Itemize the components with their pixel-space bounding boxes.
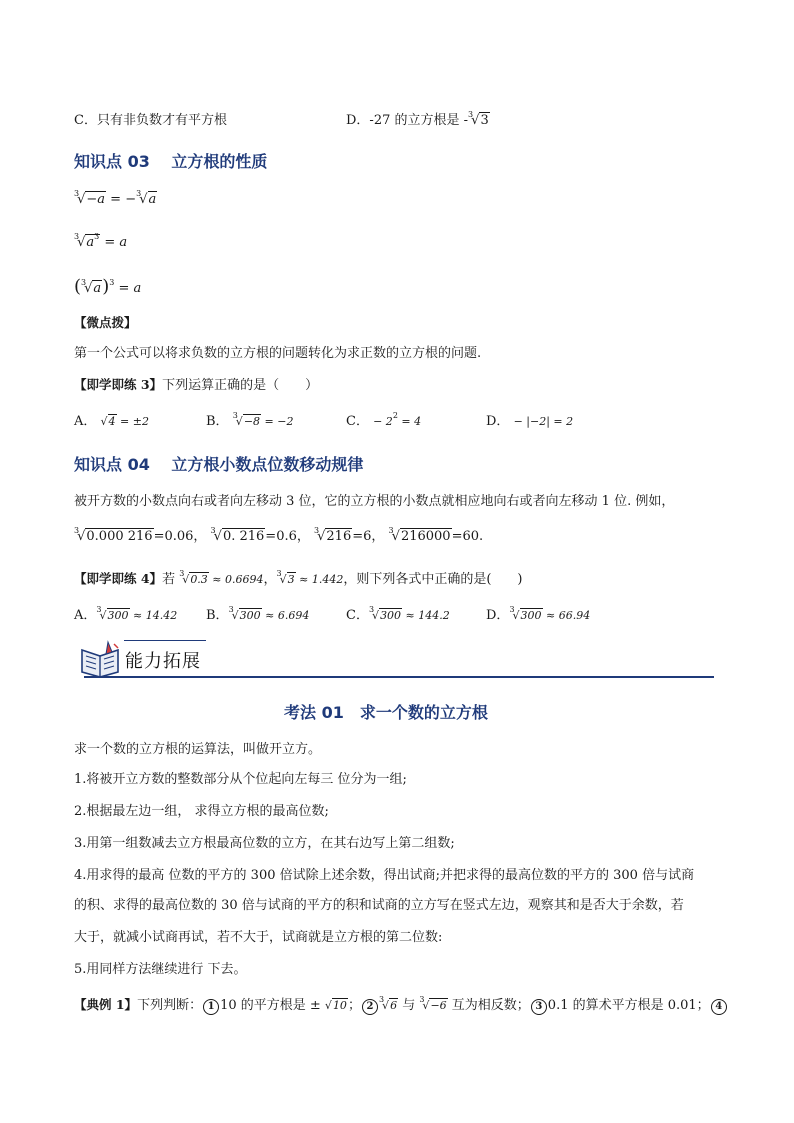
tip-label: 【微点拨】 — [74, 315, 137, 330]
method-step: 1.将被开立方数的整数部分从个位起向左每三 位分为一组; — [74, 772, 407, 787]
circled-number: 2 — [362, 999, 378, 1015]
formula-3: $(^3√a)^3 = a$ — [74, 276, 142, 297]
banner-rule — [84, 676, 714, 678]
option-c-text: C．只有非负数才有平方根 — [74, 113, 227, 128]
practice-4-option-b: B．$^3$√300 ≈ 6.694 — [206, 605, 310, 623]
section-04-title: 知识点 04 立方根小数点位数移动规律 — [74, 455, 364, 474]
example-root: $^3$√216000 — [388, 526, 451, 544]
section-04-rule: 被开方数的小数点向右或者向左移动 3 位，它的立方根的小数点就相应地向右或者向左移动 1 位. 例如， — [74, 494, 675, 509]
banner-title: 能力拓展 — [125, 651, 201, 672]
method-01-title: 考法 01 求一个数的立方根 — [284, 703, 488, 722]
section-03-title: 知识点 03 立方根的性质 — [74, 152, 268, 171]
example-1: 【典例 1】下列判断： 1 10 的平方根是 ± √10； $2^3√6$ 与 $^3$√−6 互为相反数； 3 0.1 的算术平方根是 0.01； 4 — [74, 994, 728, 1015]
practice-4-label: 【即学即练 4】 — [74, 571, 163, 586]
example-root: $^3$√0. 216 — [210, 526, 265, 544]
practice-3-label: 【即学即练 3】 — [74, 377, 163, 392]
method-step: 4.用求得的最高 位数的平方的 300 倍试除上述余数，得出试商;并把求得的最高位数的平方的 300 倍与试商 — [74, 868, 695, 883]
method-step: 的积、求得的最高位数的 30 倍与试商的平方的积和试商的立方写在竖式左边，观察其和是否大于余数，若 — [74, 898, 684, 913]
circled-number: 4 — [711, 999, 727, 1015]
tip-text: 第一个公式可以将求负数的立方根的问题转化为求正数的立方根的问题. — [74, 346, 482, 361]
example-root: $^3$√216 — [314, 526, 352, 544]
section-04-examples: $^3$√0.000 216=0.06， $^3$√0. 216=0.6， $^3$√216=6， $^3$√216000=60. — [74, 526, 484, 544]
practice-4-option-d: D．$^3$√300 ≈ 66.94 — [486, 605, 591, 623]
practice-3 — [74, 374, 318, 393]
practice-3-option-a: A． √4 = ±2 — [74, 414, 149, 429]
method-step: 5.用同样方法继续进行 下去。 — [74, 962, 247, 977]
practice-4: 【即学即练 4】若 $^3$√0.3 ≈ 0.6694，$^3$√3 ≈ 1.442，则下列各式中正确的是( ) — [74, 569, 523, 587]
method-intro: 求一个数的立方根的运算法，叫做开立方。 — [74, 742, 322, 757]
option-d-text: D．-27 的立方根是 — [346, 113, 460, 128]
formula-2: $^3√a^3 = a$ — [74, 232, 128, 250]
option-d-minus: - — [463, 113, 469, 128]
practice-3-option-c: C． − $2^2 = 4$ — [346, 411, 422, 429]
cube-root-3: $^3$√3 — [468, 110, 489, 128]
option-d-line — [346, 109, 490, 128]
practice-4-option-a: A．$^3$√300 ≈ 14.42 — [74, 605, 178, 623]
example-1-label: 【典例 1】 — [74, 997, 138, 1012]
circled-number: 3 — [531, 999, 547, 1015]
method-step: 大于，就减小试商再试，若不大于，试商就是立方根的第二位数: — [74, 930, 443, 945]
formula-1: $^3$√−a = −$^3$√a — [74, 189, 157, 207]
practice-3-question: 下列运算正确的是（ ） — [162, 378, 319, 393]
banner-overline — [124, 640, 206, 641]
example-root: $^3$√0.000 216 — [74, 526, 153, 544]
practice-3-option-d: D． − |−2| = 2 — [486, 414, 574, 429]
method-step: 2.根据最左边一组， 求得立方根的最高位数; — [74, 804, 329, 819]
circled-number: 1 — [203, 999, 219, 1015]
practice-3-option-b: B． $^3$√−8 = −2 — [206, 411, 294, 429]
practice-4-option-c: C．$^3$√300 ≈ 144.2 — [346, 605, 450, 623]
method-step: 3.用第一组数减去立方根最高位数的立方，在其右边写上第二组数; — [74, 836, 455, 851]
